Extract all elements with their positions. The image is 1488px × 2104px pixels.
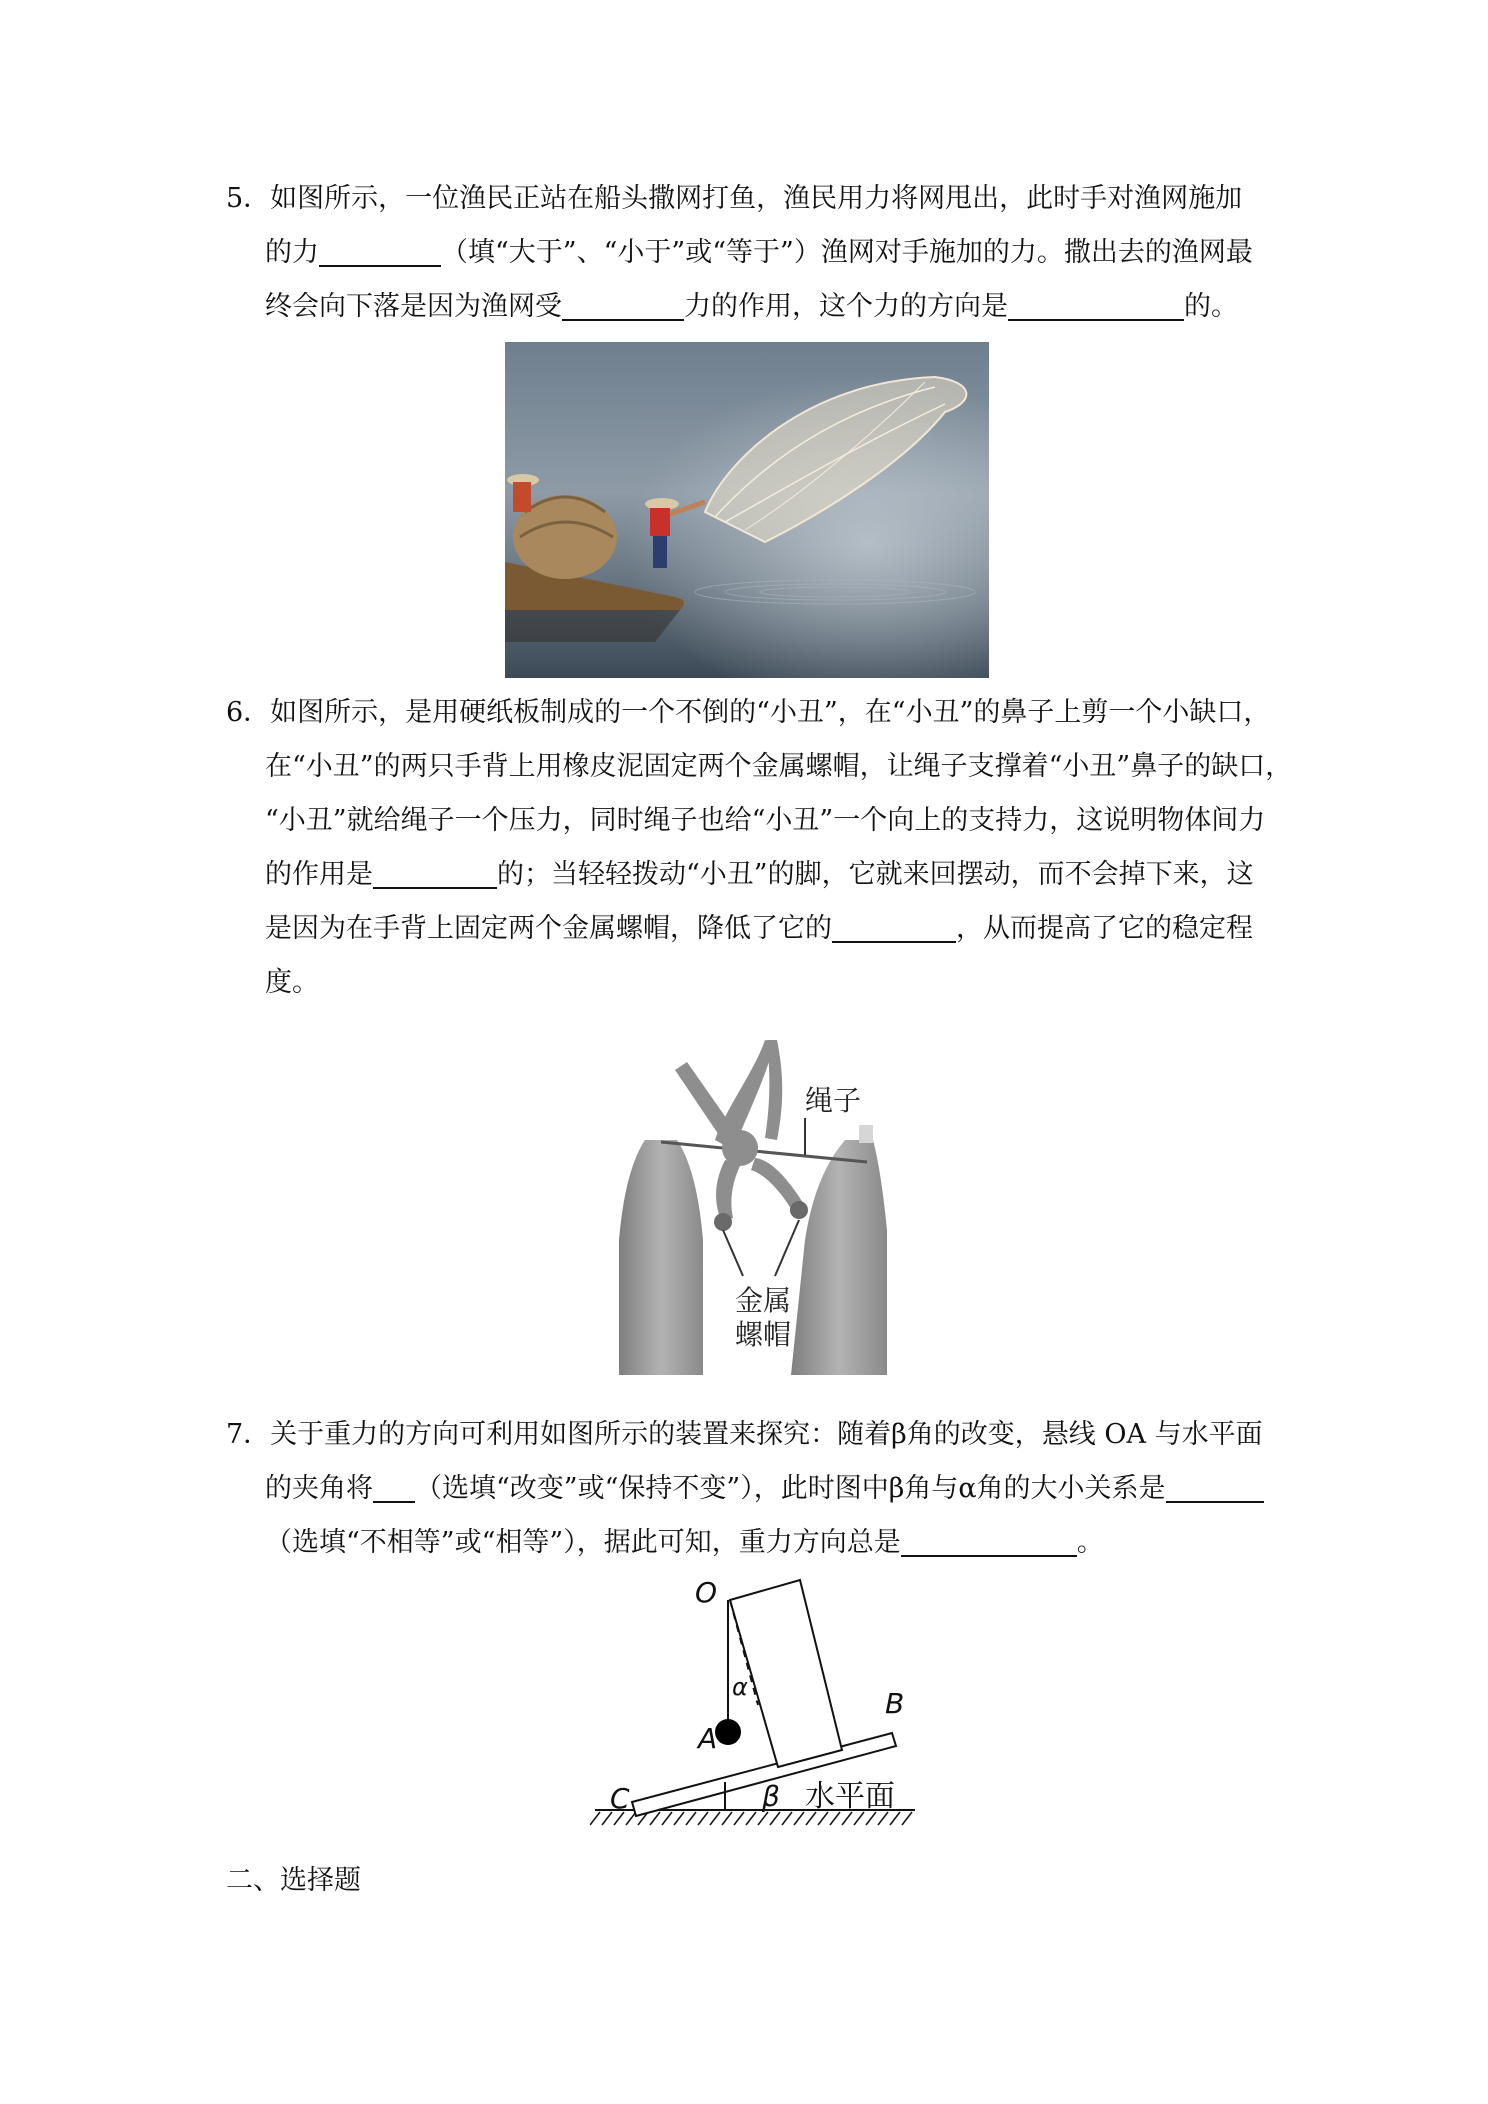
section-heading: 二、选择题 [226,1865,361,1896]
label-rope: 绳子 [805,1084,862,1117]
question-6 [226,686,1293,1010]
label-horizontal-plane: 水平面 [805,1779,895,1814]
label-C: C [610,1782,630,1815]
q5-text: 的力 [265,237,319,268]
q5-line-1: 5．如图所示，一位渔民正站在船头撒网打鱼，渔民用力将网甩出，此时手对渔网施加 [226,183,1243,214]
clown-figure [615,1030,905,1375]
q7-text: 。 [1076,1527,1104,1558]
fisherman-photo [505,342,989,678]
q6-line-3: “小丑”就给绳子一个压力，同时绳子也给“小丑”一个向上的支持力，这说明物体间力 [265,805,1266,836]
q5-text: （填“大于”、“小于”或“等于”）渔网对手施加的力。撒出去的渔网最 [441,237,1253,268]
q6-text: 的；当轻轻拨动“小丑”的脚，它就来回摆动，而不会掉下来，这 [497,859,1254,890]
answer-blank[interactable] [319,235,441,267]
q6-text: ，从而提高了它的稳定程 [956,913,1253,944]
answer-blank[interactable] [1166,1471,1264,1503]
answer-blank[interactable] [901,1525,1077,1557]
label-nut-line-2: 螺帽 [735,1318,792,1351]
answer-blank[interactable] [832,911,956,943]
label-nut-line-1: 金属 [735,1284,792,1317]
q6-text: 是因为在手背上固定两个金属螺帽，降低了它的 [265,913,832,944]
answer-blank[interactable] [373,857,497,889]
label-O: O [695,1576,718,1609]
answer-blank[interactable] [1008,289,1184,321]
plumb-bob [715,1719,741,1745]
question-7 [226,1408,1286,1570]
gravity-apparatus-diagram [590,1570,920,1835]
label-B: B [885,1687,905,1720]
q5-text: 力的作用，这个力的方向是 [684,291,1008,322]
q5-text: 的。 [1184,291,1238,322]
q6-text: 的作用是 [265,859,373,890]
question-5 [226,172,1286,334]
answer-blank[interactable] [562,289,684,321]
q7-text: （选填“不相等”或“相等”），据此可知，重力方向总是 [265,1527,901,1558]
q6-line-6: 度。 [265,967,319,998]
q7-text: （选填“改变”或“保持不变”），此时图中β角与α角的大小关系是 [415,1473,1166,1504]
label-alpha: α [732,1673,748,1701]
q7-line-1: 7．关于重力的方向可利用如图所示的装置来探究：随着β角的改变，悬线 OA 与水平面 [226,1419,1263,1450]
bottle-right [791,1140,887,1375]
q6-line-1: 6．如图所示，是用硬纸板制成的一个不倒的“小丑”，在“小丑”的鼻子上剪一个小缺口， [226,697,1271,728]
label-beta: β [762,1780,780,1813]
label-A: A [698,1722,718,1755]
bottle-left [619,1140,703,1375]
answer-blank[interactable] [373,1471,415,1503]
q6-line-2: 在“小丑”的两只手背上用橡皮泥固定两个金属螺帽，让绳子支撑着“小丑”鼻子的缺口， [265,751,1293,782]
q5-text: 终会向下落是因为渔网受 [265,291,562,322]
q7-text: 的夹角将 [265,1473,373,1504]
